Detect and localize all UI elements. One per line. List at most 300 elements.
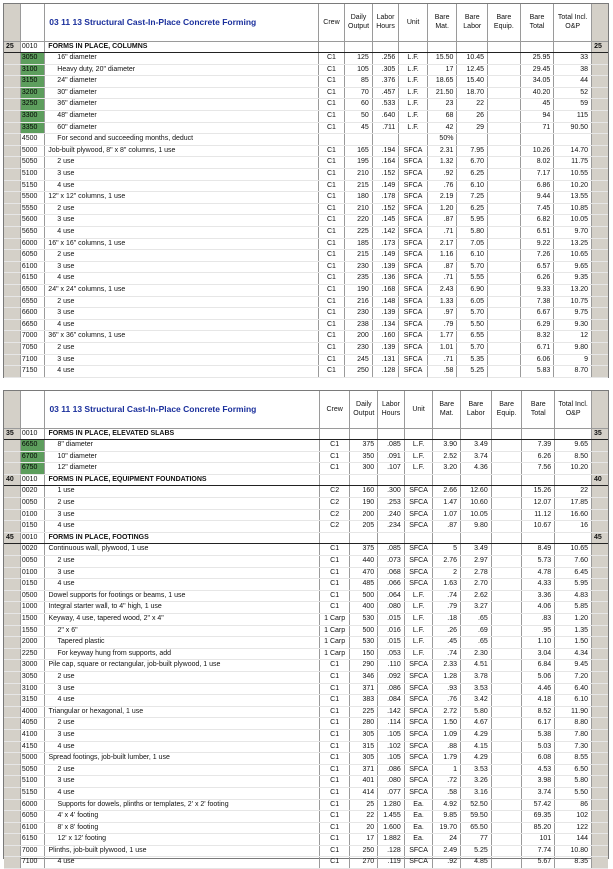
labor-hours-cell: .148 [372,296,399,308]
line-number: 5150 [20,787,45,799]
table-row [4,463,608,475]
bare-total-cell: 3.74 [522,787,555,799]
section-number-right [592,451,608,463]
bare-labor-cell: 12.45 [457,64,488,76]
line-number: 6700 [20,451,45,463]
labor-hours-cell: .164 [372,157,399,169]
daily-output-cell: 305 [350,753,378,765]
section-title: 03 11 13 Structural Cast-In-Place Concrete Forming [45,391,319,428]
section-number-right [592,169,608,181]
table-body-bottom [4,428,608,869]
labor-hours-cell [378,532,405,544]
table-row [4,590,608,602]
item-description: 16" diameter [45,53,318,65]
bare-labor-cell: 3.49 [461,440,492,452]
line-number: 0010 [20,428,45,440]
bare-mat-cell: .87 [433,521,461,533]
labor-hours-cell [378,474,405,486]
bare-mat-cell: 2.66 [433,486,461,498]
item-description: 2 use [45,157,318,169]
bare-mat-cell: .79 [433,602,461,614]
section-number [4,273,20,285]
bare-total-cell: 45 [520,99,554,111]
crew-cell [319,532,350,544]
labor-hours-cell: .173 [372,238,399,250]
line-number: 0100 [20,567,45,579]
daily-output-cell: 200 [350,509,378,521]
bare-equip-cell [488,238,521,250]
total-incl-op-cell: 115 [554,111,592,123]
item-description: 10" diameter [45,451,319,463]
bare-labor-cell [457,134,488,146]
line-number: 6000 [20,799,45,811]
daily-output-cell: 180 [345,192,373,204]
item-description: 4 use [45,180,318,192]
bare-labor-cell: 15.40 [457,76,488,88]
daily-output-cell: 315 [350,741,378,753]
crew-cell: C1 [318,99,345,111]
header-daily-output: Daily Output [345,4,373,41]
section-number [4,764,20,776]
item-description: 60" diameter [45,122,318,134]
item-description: 4 use [45,273,318,285]
section-number [4,602,20,614]
bare-mat-cell: 5 [433,544,461,556]
line-number: 6100 [20,822,45,834]
crew-cell: C1 [318,296,345,308]
daily-output-cell: 17 [350,834,378,846]
section-number-right [592,590,608,602]
section-number-right [592,625,608,637]
crew-cell: C2 [319,486,350,498]
item-description: For keyway hung from supports, add [45,648,319,660]
bare-equip-cell [491,753,522,765]
table-row [4,238,608,250]
bare-mat-cell: 50% [427,134,457,146]
table-row [4,671,608,683]
section-number-right [592,729,608,741]
bare-labor-cell: 10.60 [461,498,492,510]
unit-cell: L.F. [404,463,433,475]
item-description: Tapered plastic [45,637,319,649]
unit-cell: SFCA [404,498,433,510]
labor-hours-cell: .092 [378,671,405,683]
labor-hours-cell: .152 [372,169,399,181]
line-number: 5600 [20,215,44,227]
crew-cell: C1 [318,331,345,343]
bare-labor-cell [457,41,488,53]
daily-output-cell: 440 [350,556,378,568]
bare-mat-cell: .93 [433,683,461,695]
total-incl-op-cell: 9.70 [554,227,592,239]
daily-output-cell: 20 [350,822,378,834]
section-number-right [592,296,608,308]
bare-equip-cell [491,822,522,834]
crew-cell: C2 [319,498,350,510]
bare-total-cell: 3.04 [522,648,555,660]
daily-output-cell: 230 [345,261,373,273]
bare-labor-cell: .65 [461,637,492,649]
bare-labor-cell: 5.80 [461,706,492,718]
bare-total-cell: 5.06 [522,671,555,683]
crew-cell: C2 [319,521,350,533]
bare-equip-cell [491,498,522,510]
section-number [4,509,20,521]
line-number: 2000 [20,637,45,649]
crew-cell: C1 [319,787,350,799]
labor-hours-cell: .253 [378,498,405,510]
header-labor-hours: Labor Hours [378,391,405,428]
crew-cell: C1 [318,354,345,366]
section-number-right [592,250,608,262]
cost-table-columns [3,3,609,378]
line-number: 4150 [20,741,45,753]
unit-cell: SFCA [399,319,428,331]
bare-total-cell: 5.03 [522,741,555,753]
labor-hours-cell: .134 [372,319,399,331]
bare-mat-cell [433,428,461,440]
crew-cell: 1 Carp [319,637,350,649]
crew-cell: 1 Carp [319,648,350,660]
bare-mat-cell: 1.20 [427,203,457,215]
bare-mat-cell: 2.31 [427,145,457,157]
item-description: 36" diameter [45,99,318,111]
daily-output-cell: 45 [345,122,373,134]
section-header-row [4,474,608,486]
bare-labor-cell [461,532,492,544]
table-row [4,648,608,660]
daily-output-cell [345,41,373,53]
daily-output-cell: 190 [350,498,378,510]
crew-cell: C1 [319,463,350,475]
unit-cell: Ea. [404,822,433,834]
labor-hours-cell: .160 [372,331,399,343]
bare-mat-cell: 1.63 [433,579,461,591]
crew-cell: C1 [319,718,350,730]
bare-equip-cell [488,76,521,88]
daily-output-cell: 530 [350,614,378,626]
section-number [4,284,20,296]
labor-hours-cell: .139 [372,261,399,273]
section-number-right [592,741,608,753]
total-incl-op-cell: 7.20 [555,671,592,683]
bare-equip-cell [491,834,522,846]
section-number-right [592,76,608,88]
section-number-right [592,354,608,366]
section-number-right [592,567,608,579]
bare-equip-cell [491,509,522,521]
bare-mat-cell: 2 [433,567,461,579]
section-number-right [592,764,608,776]
section-number [4,498,20,510]
item-description: FORMS IN PLACE, FOOTINGS [45,532,319,544]
labor-hours-cell: .152 [372,203,399,215]
daily-output-cell [350,532,378,544]
section-number-right [592,706,608,718]
item-description: Heavy duty, 20" diameter [45,64,318,76]
bare-equip-cell [491,451,522,463]
table-row [4,695,608,707]
bare-mat-cell: 23 [427,99,457,111]
total-incl-op-cell: 4.83 [555,590,592,602]
table-row [4,498,608,510]
total-incl-op-cell: 90.50 [554,122,592,134]
daily-output-cell: 250 [350,845,378,857]
item-description: 2" x 6" [45,625,319,637]
unit-cell: SFCA [399,296,428,308]
line-number: 1550 [20,625,45,637]
daily-output-cell: 371 [350,683,378,695]
section-number-right [592,145,608,157]
crew-cell: C1 [319,579,350,591]
unit-cell: SFCA [399,250,428,262]
bare-equip-cell [488,169,521,181]
section-title: 03 11 13 Structural Cast-In-Place Concrete Forming [45,4,318,41]
bare-total-cell: 7.17 [520,169,554,181]
section-header-row [4,532,608,544]
total-incl-op-cell: 10.80 [555,845,592,857]
bare-total-cell: 7.26 [520,250,554,262]
daily-output-cell: 290 [350,660,378,672]
table-row [4,296,608,308]
total-incl-op-cell: 8.80 [555,718,592,730]
labor-hours-cell: .119 [378,857,405,869]
table-row [4,811,608,823]
header-crew: Crew [318,4,345,41]
daily-output-cell: 245 [345,354,373,366]
bare-mat-cell: 3.90 [433,440,461,452]
bare-equip-cell [491,544,522,556]
header-line [20,391,45,428]
daily-output-cell: 60 [345,99,373,111]
total-incl-op-cell: 9 [554,354,592,366]
section-number [4,227,20,239]
daily-output-cell: 230 [345,342,373,354]
section-number [4,625,20,637]
section-number [4,695,20,707]
total-incl-op-cell: 10.85 [554,203,592,215]
labor-hours-cell: .131 [372,354,399,366]
bare-mat-cell: 1 [433,764,461,776]
crew-cell: C1 [318,319,345,331]
table-row [4,342,608,354]
labor-hours-cell: .102 [378,741,405,753]
bare-mat-cell: 1.32 [427,157,457,169]
section-number-right [592,614,608,626]
bare-labor-cell: 5.25 [461,845,492,857]
section-number-right [592,215,608,227]
section-number-right [592,660,608,672]
bare-total-cell: 6.06 [520,354,554,366]
header-gutter-right [592,391,608,428]
labor-hours-cell: .376 [372,76,399,88]
section-number [4,87,20,99]
total-incl-op-cell: 52 [554,87,592,99]
section-number-right [592,134,608,146]
bare-labor-cell: 6.05 [457,296,488,308]
unit-cell: L.F. [399,122,428,134]
bare-equip-cell [488,354,521,366]
bare-equip-cell [488,261,521,273]
bare-equip-cell [491,614,522,626]
total-incl-op-cell: 6.10 [555,695,592,707]
bare-equip-cell [488,296,521,308]
bare-labor-cell: 6.55 [457,331,488,343]
bare-mat-cell: 1.16 [427,250,457,262]
bare-total-cell: 10.26 [520,145,554,157]
total-incl-op-cell: 38 [554,64,592,76]
unit-cell: L.F. [399,111,428,123]
bare-equip-cell [488,134,521,146]
line-number: 3150 [20,695,45,707]
item-description: Dowel supports for footings or beams, 1 use [45,590,319,602]
bare-mat-cell: .74 [433,648,461,660]
bare-total-cell: 4.78 [522,567,555,579]
section-number-right [592,192,608,204]
line-number: 5050 [20,157,44,169]
bare-mat-cell: .76 [433,695,461,707]
section-number [4,308,20,320]
bare-total-cell: 15.26 [522,486,555,498]
section-number [4,463,20,475]
section-number-right [592,180,608,192]
labor-hours-cell: .300 [378,486,405,498]
unit-cell: SFCA [399,192,428,204]
section-number-right [592,53,608,65]
labor-hours-cell: .091 [378,451,405,463]
bare-equip-cell [488,99,521,111]
bare-equip-cell [488,145,521,157]
crew-cell: C1 [319,822,350,834]
bare-equip-cell [488,319,521,331]
bare-total-cell: 5.38 [522,729,555,741]
section-number [4,486,20,498]
bare-labor-cell: 3.53 [461,764,492,776]
section-number [4,787,20,799]
section-number [4,648,20,660]
item-description: Pile cap, square or rectangular, job-built plywood, 1 use [45,660,319,672]
crew-cell: C1 [319,683,350,695]
daily-output-cell: 305 [350,729,378,741]
section-number-right [592,331,608,343]
item-description: 1 use [45,486,319,498]
item-description: Spread footings, job-built lumber, 1 use [45,753,319,765]
section-number [4,683,20,695]
unit-cell: SFCA [404,660,433,672]
labor-hours-cell: 1.280 [378,799,405,811]
bare-labor-cell: 22 [457,99,488,111]
daily-output-cell: 185 [345,238,373,250]
table-row [4,544,608,556]
crew-cell: 1 Carp [319,625,350,637]
labor-hours-cell: 1.882 [378,834,405,846]
section-number-right [592,857,608,869]
item-description: 8" diameter [45,440,319,452]
line-number: 4500 [20,134,44,146]
total-incl-op-cell: 1.20 [555,614,592,626]
daily-output-cell: 238 [345,319,373,331]
total-incl-op-cell: 13.20 [554,284,592,296]
bare-total-cell: 4.33 [522,579,555,591]
labor-hours-cell: .136 [372,273,399,285]
labor-hours-cell: .142 [372,227,399,239]
daily-output-cell: 375 [350,544,378,556]
line-number: 6600 [20,308,44,320]
daily-output-cell [350,428,378,440]
bare-labor-cell: 4.36 [461,463,492,475]
section-number-right [592,366,608,378]
line-number: 5150 [20,180,44,192]
bare-total-cell: 6.26 [520,273,554,285]
item-description: 30" diameter [45,87,318,99]
crew-cell: C1 [318,250,345,262]
table-row [4,614,608,626]
total-incl-op-cell [555,474,592,486]
bare-total-cell: 71 [520,122,554,134]
total-incl-op-cell: 22 [555,486,592,498]
bare-total-cell: 5.83 [520,366,554,378]
unit-cell [404,474,433,486]
labor-hours-cell: .640 [372,111,399,123]
header-gutter-left [4,391,20,428]
line-number: 0150 [20,521,45,533]
bare-equip-cell [491,567,522,579]
total-incl-op-cell [555,532,592,544]
daily-output-cell: 270 [350,857,378,869]
crew-cell: C1 [318,145,345,157]
line-number: 7050 [20,342,44,354]
bare-total-cell: 9.33 [520,284,554,296]
total-incl-op-cell: 6.40 [555,683,592,695]
section-number [4,637,20,649]
section-number [4,296,20,308]
crew-cell: 1 Carp [319,614,350,626]
bare-mat-cell: 1.79 [433,753,461,765]
crew-cell: C1 [318,76,345,88]
item-description: 2 use [45,296,318,308]
daily-output-cell [350,474,378,486]
unit-cell: SFCA [404,695,433,707]
section-number [4,822,20,834]
unit-cell: L.F. [399,53,428,65]
bare-labor-cell: 6.25 [457,169,488,181]
bare-equip-cell [488,203,521,215]
item-description: FORMS IN PLACE, EQUIPMENT FOUNDATIONS [45,474,319,486]
line-number: 6100 [20,261,44,273]
total-incl-op-cell: 10.55 [554,169,592,181]
section-number-right [592,671,608,683]
bare-mat-cell: 1.47 [433,498,461,510]
bare-mat-cell: .71 [427,354,457,366]
unit-cell: SFCA [404,567,433,579]
bare-mat-cell: 1.33 [427,296,457,308]
crew-cell [319,428,350,440]
header-crew: Crew [319,391,350,428]
crew-cell: C1 [319,706,350,718]
bare-labor-cell: 7.95 [457,145,488,157]
bare-total-cell: 6.17 [522,718,555,730]
table-row [4,145,608,157]
bare-labor-cell: 26 [457,111,488,123]
bare-equip-cell [491,625,522,637]
unit-cell: L.F. [399,99,428,111]
daily-output-cell: 210 [345,203,373,215]
bare-total-cell: 3.98 [522,776,555,788]
header-bare-equip: Bare Equip. [488,4,521,41]
total-incl-op-cell: 12 [554,331,592,343]
section-number [4,319,20,331]
bare-total-cell: 8.52 [522,706,555,718]
